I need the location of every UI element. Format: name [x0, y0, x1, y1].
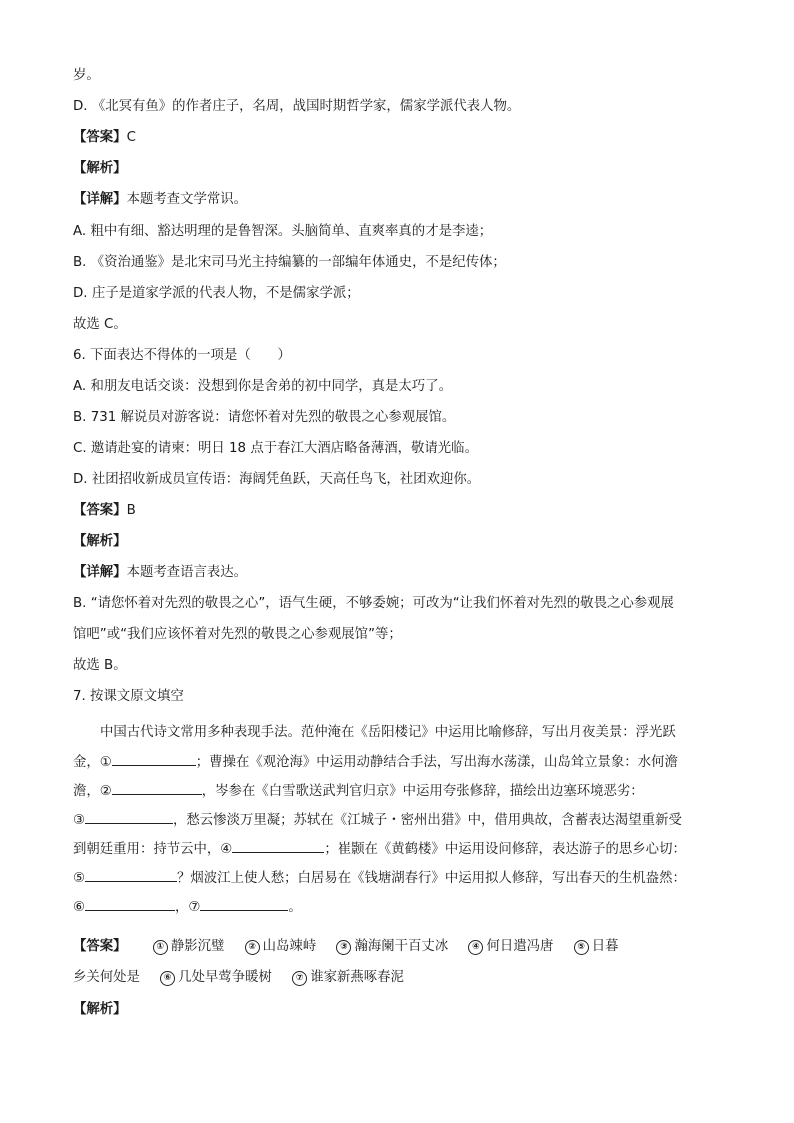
text-line: 故选 C。: [73, 317, 127, 332]
text-segment: 到朝廷重用：持节云中，④: [73, 842, 233, 857]
answer-blank-6[interactable]: [85, 898, 175, 911]
detail-text: 本题考查语言表达。: [126, 565, 248, 580]
analysis-tag: 【解析】: [73, 534, 127, 549]
answer-text: 何日遣冯唐: [486, 939, 554, 954]
detail-text: 本题考查文学常识。: [126, 192, 248, 207]
answer-text: 乡关何处是: [73, 970, 140, 985]
number-badge: ②: [245, 940, 260, 955]
text-segment: ；曹操在《观沧海》中运用动静结合手法，写出海水荡漾，山岛耸立景象：水何澹: [195, 755, 678, 770]
text-segment: ⑤: [73, 871, 86, 886]
text-segment: ；崔颢在《黄鹤楼》中运用设问修辞，表达游子的思乡心切：: [324, 842, 686, 857]
answer-line: [73, 129, 136, 147]
text-segment: 。: [288, 900, 302, 915]
answer-text: 日暮: [591, 939, 619, 954]
answer-line: [73, 969, 420, 987]
option-b: B. 731 解说员对游客说：请您怀着对先烈的敬畏之心参观展馆。: [73, 410, 456, 425]
analysis-tag: 【解析】: [73, 1002, 127, 1017]
number-badge: ⑥: [160, 971, 175, 986]
fill-line: [73, 753, 678, 772]
number-badge: ⑤: [574, 940, 589, 955]
answer-item: [292, 969, 404, 987]
option-d: D. 社团招收新成员宣传语：海阔凭鱼跃，天高任鸟飞，社团欢迎你。: [73, 472, 481, 487]
answer-item: [160, 969, 272, 987]
answer-blank-2[interactable]: [112, 782, 202, 795]
text-line: B. 《资治通鉴》是北宋司马光主持编纂的一部编年体通史，不是纪传体；: [73, 255, 506, 270]
text-line: 馆吧”或“我们应该怀着对先烈的敬畏之心参观展馆”等；: [73, 627, 402, 642]
answer-tag: 【答案】: [73, 939, 127, 954]
text-line: A. 粗中有细、豁达明理的是鲁智深。头脑简单、直爽率真的才是李逵；: [73, 224, 493, 239]
fill-line: [73, 898, 302, 917]
fill-line: [73, 840, 686, 859]
answer-blank-3[interactable]: [85, 811, 173, 824]
answer-line: [73, 502, 136, 520]
number-badge: ⑦: [292, 971, 307, 986]
text-segment: ？烟波江上使人愁；白居易在《钱塘湖春行》中运用拟人修辞，写出春天的生机盎然：: [177, 871, 686, 886]
option-c: C. 邀请赴宴的请柬：明日 18 点于春江大酒店略备薄酒，敬请光临。: [73, 441, 478, 456]
answer-blank-5[interactable]: [85, 869, 177, 882]
answer-blank-1[interactable]: [112, 753, 196, 766]
answer-text: 谁家新燕啄春泥: [310, 970, 404, 985]
detail-tag: 【详解】: [73, 192, 127, 207]
text-segment: 金，①: [73, 755, 112, 770]
text-segment: ，岑参在《白雪歌送武判官归京》中运用夸张修辞，描绘出边塞环境恶劣：: [201, 784, 644, 799]
answer-item: [574, 938, 619, 956]
answer-text: 山岛竦峙: [262, 939, 317, 954]
detail-tag: 【详解】: [73, 565, 127, 580]
analysis-tag: 【解析】: [73, 161, 127, 176]
answer-blank-7[interactable]: [200, 898, 288, 911]
text-segment: ③: [73, 813, 86, 828]
text-segment: ，⑦: [175, 900, 201, 915]
answer-value: B: [126, 503, 136, 518]
text-line: D. 庄子是道家学派的代表人物，不是儒家学派；: [73, 286, 360, 301]
number-badge: ③: [336, 940, 351, 955]
text-line: 岁。: [73, 68, 100, 83]
answer-line: [73, 938, 618, 956]
answer-tag: 【答案】: [73, 130, 127, 145]
question-7: 7. 按课文原文填空: [73, 689, 184, 704]
answer-text: 几处早莺争暖树: [178, 970, 272, 985]
fill-line: [73, 869, 686, 888]
answer-item: [336, 938, 448, 956]
detail-line: [73, 191, 247, 209]
answer-text: 静影沉璧: [170, 939, 225, 954]
answer-item: [153, 938, 225, 956]
answer-blank-4[interactable]: [232, 840, 324, 853]
text-segment: ⑥: [73, 900, 86, 915]
option-a: A. 和朋友电话交谈：没想到你是舍弟的初中同学，真是太巧了。: [73, 379, 452, 394]
answer-item: [468, 938, 553, 956]
fill-line: [73, 782, 644, 801]
text-segment: 澹，②: [73, 784, 112, 799]
answer-item: [245, 938, 317, 956]
text-segment: ，愁云惨淡万里凝；苏轼在《江城子・密州出猎》中，借用典故，含蓄表达渴望重新受: [173, 813, 682, 828]
detail-line: [73, 564, 247, 582]
number-badge: ①: [153, 940, 168, 955]
answer-tag: 【答案】: [73, 503, 127, 518]
text-line: 故选 B。: [73, 658, 127, 673]
fill-line: [73, 811, 682, 830]
number-badge: ④: [468, 940, 483, 955]
question-6: 6. 下面表达不得体的一项是（ ）: [73, 348, 291, 363]
option-d: D. 《北冥有鱼》的作者庄子，名周，战国时期哲学家，儒家学派代表人物。: [73, 99, 521, 114]
text-line: 中国古代诗文常用多种表现手法。范仲淹在《岳阳楼记》中运用比喻修辞，写出月夜美景：浮光跃: [100, 725, 676, 740]
answer-text: 瀚海阑干百丈冰: [354, 939, 449, 954]
answer-value: C: [126, 130, 136, 145]
text-line: B. “请您怀着对先烈的敬畏之心”，语气生硬，不够委婉；可改为“让我们怀着对先烈的敬畏之心参观展: [73, 596, 674, 611]
